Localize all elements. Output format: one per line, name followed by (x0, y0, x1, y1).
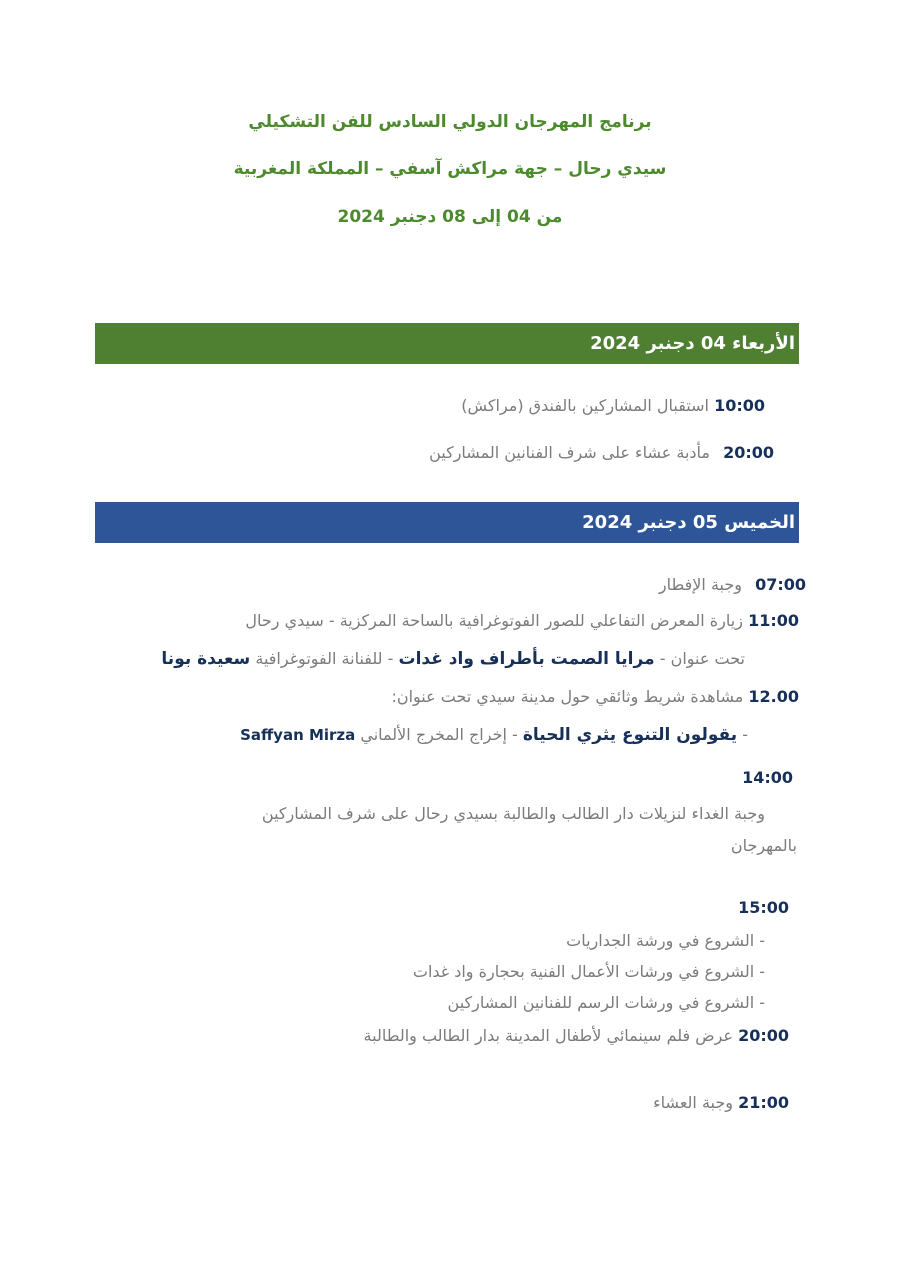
day2-item-2 (245, 609, 799, 633)
schedule-text: وجبة العشاء (653, 1093, 733, 1112)
schedule-text: زيارة المعرض التفاعلي للصور الفوتوغرافية بالساحة المركزية - سيدي رحال (245, 611, 743, 630)
schedule-text: استقبال المشاركين بالفندق (مراكش) (461, 396, 709, 415)
day2-item-7 (653, 1091, 789, 1115)
bullet-item: - الشروع في ورشات الرسم للفنانين المشاركين (447, 993, 765, 1012)
day2-item-2-detail (161, 647, 745, 671)
program-title: برنامج المهرجان الدولي السادس للفن التشكيلي (248, 112, 652, 132)
day2-item-4-text-cont: بالمهرجان (730, 836, 797, 855)
day2-item-4-time (742, 766, 793, 790)
day2-item-6 (364, 1024, 789, 1048)
schedule-time: 10:00 (714, 396, 765, 415)
schedule-time: 07:00 (755, 575, 806, 594)
schedule-time: 12.00 (748, 687, 799, 706)
artist-name: سعيدة بونا (161, 649, 251, 669)
day1-item-2 (429, 441, 774, 465)
exhibit-title: مرايا الصمت بأطراف واد غدات (398, 649, 655, 669)
schedule-time: 20:00 (738, 1026, 789, 1045)
day1-heading: الأربعاء 04 دجنبر 2024 (95, 323, 799, 364)
day1-item-1 (461, 394, 765, 418)
schedule-time: 15:00 (738, 898, 789, 917)
day2-item-1 (659, 573, 806, 597)
bullet-item: - الشروع في ورشات الأعمال الفنية بحجارة واد غدات (412, 962, 765, 981)
day2-heading: الخميس 05 دجنبر 2024 (95, 502, 799, 543)
detail-middle: - للفنانة الفوتوغرافية (255, 649, 394, 668)
schedule-text: وجبة الإفطار (658, 575, 742, 594)
bullet-item: - الشروع في ورشة الجداريات (566, 931, 765, 950)
day2-item-3-detail (240, 723, 748, 747)
detail-middle: - إخراج المخرج الألماني (360, 725, 518, 744)
schedule-text: عرض فلم سينمائي لأطفال المدينة بدار الطالب والطالبة (363, 1026, 733, 1045)
detail-prefix: تحت عنوان - (659, 649, 745, 668)
schedule-time: 11:00 (748, 611, 799, 630)
schedule-time: 14:00 (742, 768, 793, 787)
day2-item-4-text: وجبة الغداء لنزيلات دار الطالب والطالبة بسيدي رحال على شرف المشاركين (261, 804, 765, 823)
day2-item-3 (391, 685, 799, 709)
detail-dash: - (742, 725, 748, 744)
schedule-time: 21:00 (738, 1093, 789, 1112)
program-location: سيدي رحال – جهة مراكش آسفي – المملكة المغربية (233, 159, 667, 179)
director-name: Saffyan Mirza (240, 726, 356, 744)
schedule-time: 20:00 (723, 443, 774, 462)
day2-item-5-time (738, 896, 789, 920)
program-dates: من 04 إلى 08 دجنبر 2024 (337, 207, 563, 227)
schedule-text: مشاهدة شريط وثائقي حول مدينة سيدي تحت عنوان: (391, 687, 744, 706)
film-title: يقولون التنوع يثري الحياة (522, 725, 738, 745)
schedule-text: مأدبة عشاء على شرف الفنانين المشاركين (429, 443, 710, 462)
